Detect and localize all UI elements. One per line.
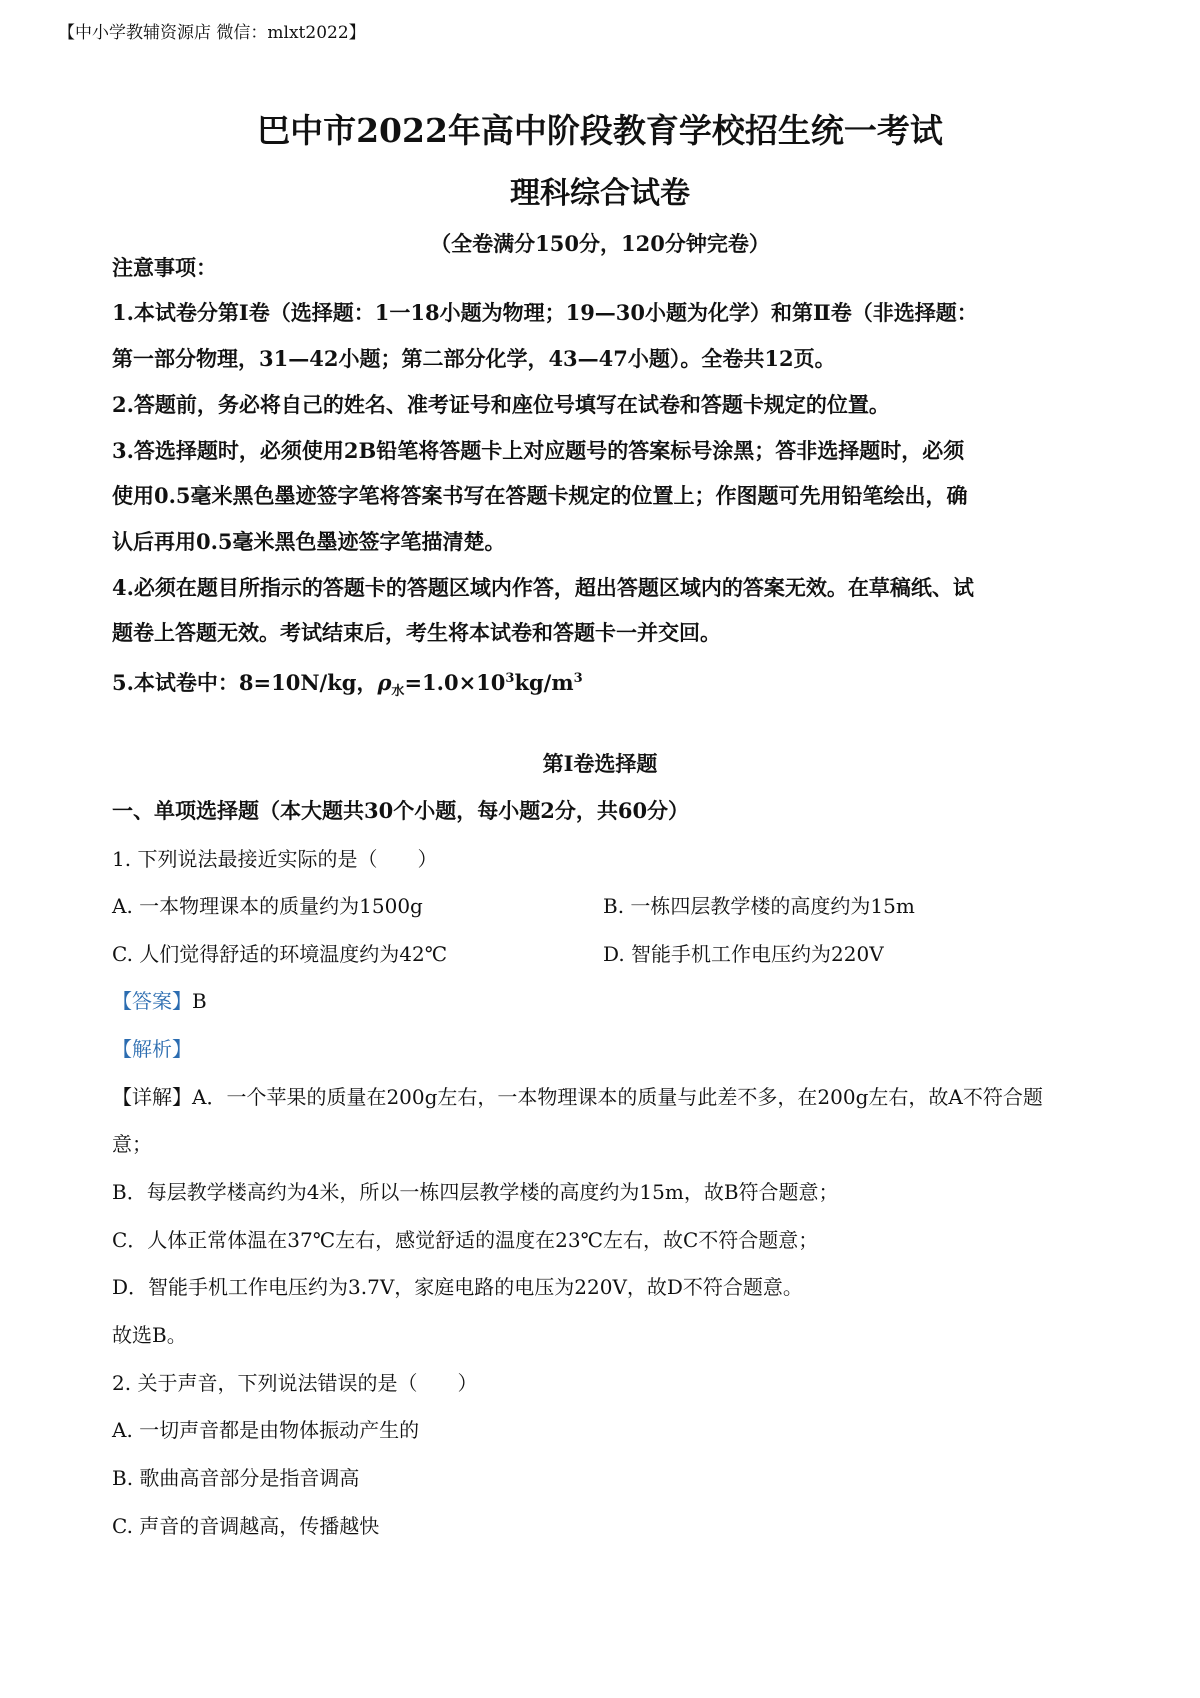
note-5-sub: 水: [391, 684, 405, 700]
exam-score-time: （全卷满分150分，120分钟完卷）: [430, 231, 770, 256]
q2-option-a: A. 一切声音都是由物体振动产生的: [112, 1418, 420, 1442]
note-1-line-1: 1.本试卷分第Ⅰ卷（选择题：1一18小题为物理；19—30小题为化学）和第Ⅱ卷（非选择题：: [112, 300, 978, 325]
note-1-line-2: 第一部分物理，31—42小题；第二部分化学，43—47小题）。全卷共12页。: [112, 346, 836, 371]
q1-stem: 1. 下列说法最接近实际的是（ ）: [112, 847, 438, 871]
detail-tag: 【详解】: [112, 1085, 192, 1109]
q1-detail-a-line-2: 意；: [112, 1132, 152, 1156]
q2-option-c: C. 声音的音调越高，传播越快: [112, 1514, 380, 1538]
analysis-tag: 【解析】: [112, 1037, 192, 1061]
q1-detail-b: B．每层教学楼高约为4米，所以一栋四层教学楼的高度约为15m，故B符合题意；: [112, 1180, 839, 1204]
q1-option-c: C. 人们觉得舒适的环境温度约为42℃: [112, 942, 448, 966]
note-5-unit-exp: 3: [573, 671, 583, 686]
note-3-line-3: 认后再用0.5毫米黑色墨迹签字笔描清楚。: [112, 529, 506, 554]
note-5-unit: kg/m: [514, 670, 574, 695]
q1-detail-d: D．智能手机工作电压约为3.7V，家庭电路的电压为220V，故D不符合题意。: [112, 1275, 803, 1299]
answer-value: B: [192, 989, 207, 1013]
note-4-line-2: 题卷上答题无效。考试结束后，考生将本试卷和答题卡一并交回。: [112, 620, 721, 645]
q1-conclusion: 故选B。: [112, 1323, 187, 1347]
q1-detail-c: C．人体正常体温在37℃左右，感觉舒适的温度在23℃左右，故C不符合题意；: [112, 1228, 819, 1252]
q2-option-b: B. 歌曲高音部分是指音调高: [112, 1466, 360, 1490]
answer-tag: 【答案】: [112, 989, 192, 1013]
q1-option-d: D. 智能手机工作电压约为220V: [603, 942, 884, 966]
q1-answer: [112, 986, 207, 1016]
watermark-header: 【中小学教辅资源店 微信：mlxt2022】: [58, 23, 366, 43]
exam-title: 巴中市2022年高中阶段教育学校招生统一考试: [257, 111, 943, 150]
note-4-line-1: 4.必须在题目所指示的答题卡的答题区域内作答，超出答题区域内的答案无效。在草稿纸、试: [112, 575, 974, 600]
notes-heading: 注意事项：: [112, 255, 217, 280]
q1-option-b: B. 一栋四层教学楼的高度约为15m: [603, 894, 915, 918]
note-5-exp: 3: [505, 671, 515, 686]
q1-detail-a-line-1: [112, 1082, 1043, 1112]
part-title: 第Ⅰ卷选择题: [542, 751, 658, 776]
q1-option-a: A. 一本物理课本的质量约为1500g: [112, 894, 423, 918]
note-3-line-2: 使用0.5毫米黑色墨迹签字笔将答案书写在答题卡规定的位置上；作图题可先用铅笔绘出，确: [112, 483, 968, 508]
note-5-eq: =1.0×10: [404, 670, 506, 695]
note-2: 2.答题前，务必将自己的姓名、准考证号和座位号填写在试卷和答题卡规定的位置。: [112, 392, 890, 417]
detail-a-text: A．一个苹果的质量在200g左右，一本物理课本的质量与此差不多，在200g左右，故A不符合题: [192, 1085, 1043, 1109]
note-5: [112, 664, 583, 707]
note-5-rho: ρ: [377, 670, 392, 695]
q2-stem: 2. 关于声音，下列说法错误的是（ ）: [112, 1371, 478, 1395]
note-3-line-1: 3.答选择题时，必须使用2B铅笔将答题卡上对应题号的答案标号涂黑；答非选择题时，必须: [112, 438, 965, 463]
exam-subtitle: 理科综合试卷: [510, 176, 690, 211]
note-5-prefix: 5.本试卷中：8=10N/kg，: [112, 670, 378, 695]
section-heading: 一、单项选择题（本大题共30个小题，每小题2分，共60分）: [112, 798, 690, 823]
